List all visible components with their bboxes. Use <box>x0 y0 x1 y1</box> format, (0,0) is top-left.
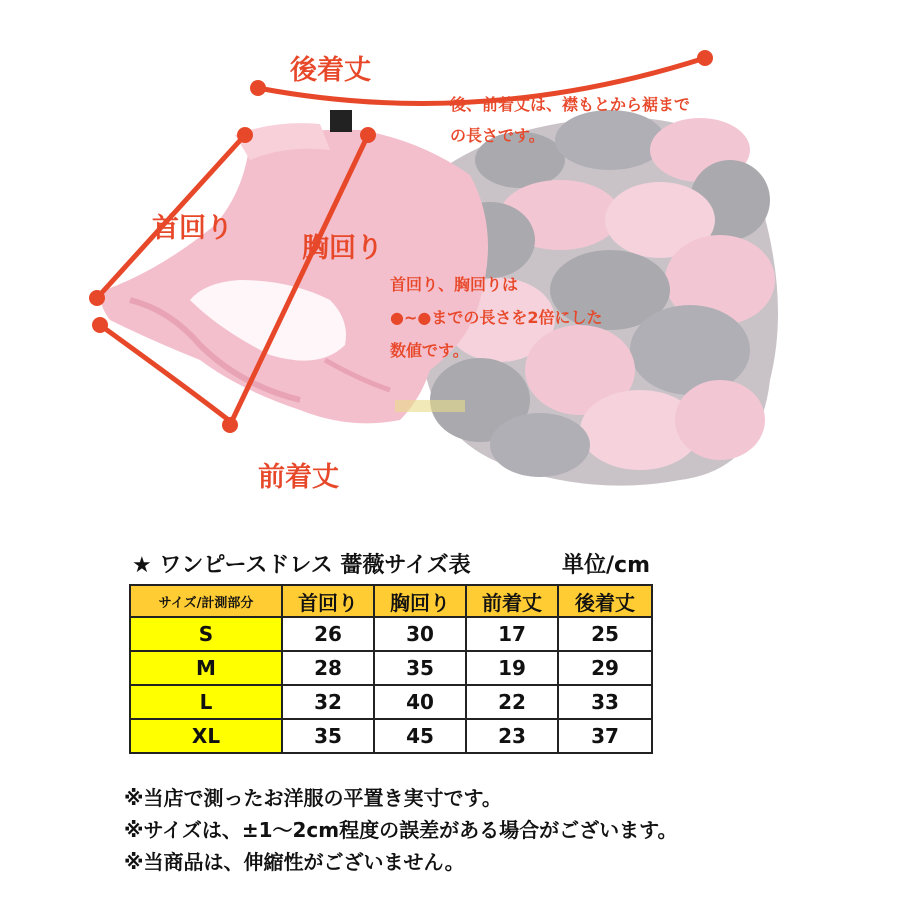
back-length-cell: 37 <box>558 719 652 753</box>
chest-cell: 35 <box>374 651 466 685</box>
table-row <box>130 617 652 651</box>
neck-label: 首回り <box>152 213 233 244</box>
chest-cell: 30 <box>374 617 466 651</box>
header-front-length: 前着丈 <box>466 585 558 617</box>
neck-cell: 35 <box>282 719 374 753</box>
header-neck: 首回り <box>282 585 374 617</box>
chest-cell: 40 <box>374 685 466 719</box>
footnote-stretch: ※当商品は、伸縮性がございません。 <box>124 850 465 874</box>
circ-note-line3: 数値です。 <box>390 341 469 360</box>
unit-label: 単位/cm <box>562 553 651 578</box>
circ-note-line1: 首回り、胸回りは <box>390 275 519 294</box>
table-row <box>130 651 652 685</box>
footnote-tolerance: ※サイズは、±1～2cm程度の誤差がある場合がございます。 <box>124 818 678 842</box>
neck-cell: 26 <box>282 617 374 651</box>
size-cell: S <box>130 617 282 651</box>
footnote-measurement: ※当店で測ったお洋服の平置き実寸です。 <box>124 786 502 810</box>
front-length-cell: 22 <box>466 685 558 719</box>
circ-note-line2: ●~●までの長さを2倍にした <box>390 308 603 327</box>
length-note-line2: の長さです。 <box>450 126 545 145</box>
header-chest: 胸回り <box>374 585 466 617</box>
neck-cell: 28 <box>282 651 374 685</box>
front-length-label: 前着丈 <box>258 462 339 493</box>
table-row <box>130 685 652 719</box>
size-chart-header <box>132 548 672 582</box>
neck-cell: 32 <box>282 685 374 719</box>
chest-cell: 45 <box>374 719 466 753</box>
size-cell: L <box>130 685 282 719</box>
table-header-row <box>130 585 652 617</box>
back-length-cell: 33 <box>558 685 652 719</box>
front-length-cell: 19 <box>466 651 558 685</box>
length-note-line1: 後、前着丈は、襟もとから裾まで <box>450 95 691 114</box>
back-length-label: 後着丈 <box>290 55 371 86</box>
table-row <box>130 719 652 753</box>
back-length-cell: 29 <box>558 651 652 685</box>
size-cell: M <box>130 651 282 685</box>
chest-label: 胸回り <box>302 233 383 264</box>
back-length-cell: 25 <box>558 617 652 651</box>
front-length-cell: 17 <box>466 617 558 651</box>
size-table <box>129 584 653 754</box>
header-back-length: 後着丈 <box>558 585 652 617</box>
size-chart-title: ★ ワンピースドレス 薔薇サイズ表 <box>132 553 471 578</box>
front-length-cell: 23 <box>466 719 558 753</box>
size-cell: XL <box>130 719 282 753</box>
header-size-part: サイズ/計測部分 <box>130 585 282 617</box>
footnotes <box>124 782 678 878</box>
